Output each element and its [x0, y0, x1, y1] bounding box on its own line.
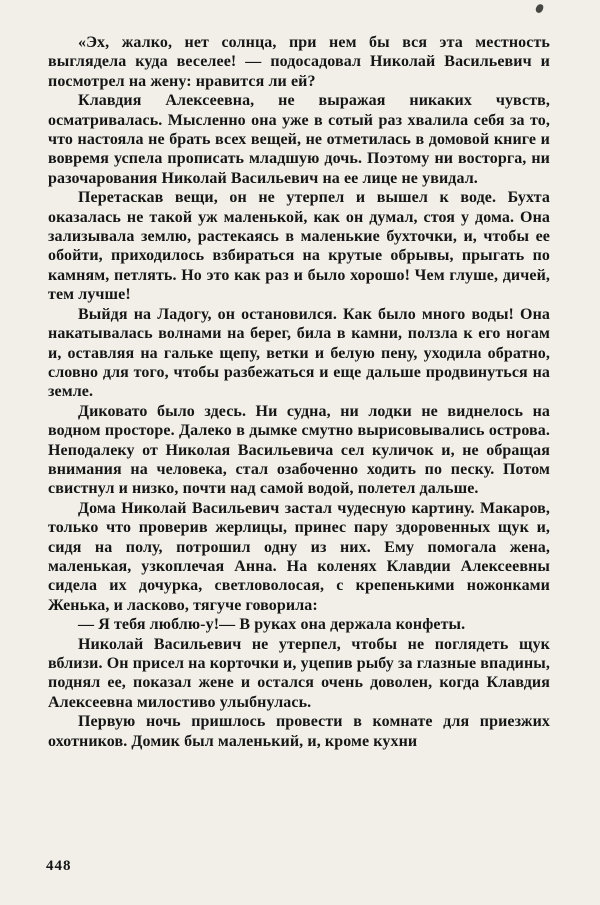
paragraph: Перетаскав вещи, он не утерпел и вышел к воде. Бухта оказалась не такой уж маленькой, как он думал, стоя у дома. Она зализывала землю, растекаясь в маленькие бухточки, и, чтобы ее обойти, приходилось взбираться на крутые обрывы, прыгать по камням, петлять. Но это как раз и было хорошо! Чем глуше, дичей, тем лучше! — [48, 189, 550, 304]
paragraph: «Эх, жалко, нет солнца, при нем бы вся эта местность выглядела куда веселее! — подосадовал Николай Васильевич и посмотрел на жену: нравится ли ей? — [48, 34, 550, 90]
paragraph: Выйдя на Ладогу, он остановился. Как было много воды! Она накатывалась волнами на берег, била в камни, ползла к его ногам и, оставляя на гальке щепу, ветки и белую пену, уходила обратно, словно для того, чтобы разбежаться и еще дальше продвинуться на земле. — [48, 305, 550, 401]
paragraph: Дома Николай Васильевич застал чудесную картину. Макаров, только что проверив жерлицы, принес пару здоровенных щук и, сидя на полу, потрошил одну из них. Ему помогала жена, маленькая, узкоплечая Анна. На коленях Клавдии Алексеевны сидела их дочурка, светловолосая, с крепенькими ножонками Женька, и ласково, тягуче говорила: — [48, 499, 550, 614]
page-text — [48, 33, 550, 855]
page-number: 448 — [46, 858, 72, 874]
paragraph-dialogue: — Я тебя люблю-у!— В руках она держала конфеты. — [78, 616, 466, 634]
scan-artifact — [535, 3, 544, 14]
paragraph: Николай Васильевич не утерпел, чтобы не поглядеть щук вблизи. Он присел на корточки и, уцепив рыбу за глазные впадины, поднял ее, показал жене и остался очень доволен, когда Клавдия Алексеевна милостиво улыбнулась. — [48, 635, 550, 711]
paragraph: Первую ночь пришлось провести в комнате для приезжих охотников. Домик был маленький, и, кроме кухни — [48, 713, 550, 750]
paragraph: Клавдия Алексеевна, не выражая никаких чувств, осматривалась. Мысленно она уже в сотый раз хвалила себя за то, что настояла не брать всех вещей, не отметилась в домовой книге и вовремя успела прописать младшую дочь. Поэтому ни восторга, ни разочарования Николай Васильевич на ее лице не увидал. — [48, 92, 550, 187]
paragraph: Диковато было здесь. Ни судна, ни лодки не виднелось на водном просторе. Далеко в дымке смутно вырисовывались острова. Неподалеку от Николая Васильевича сел куличок и, не обращая внимания на человека, стал озабоченно ходить по песку. Потом свистнул и низко, почти над самой водой, полетел дальше. — [48, 402, 550, 498]
